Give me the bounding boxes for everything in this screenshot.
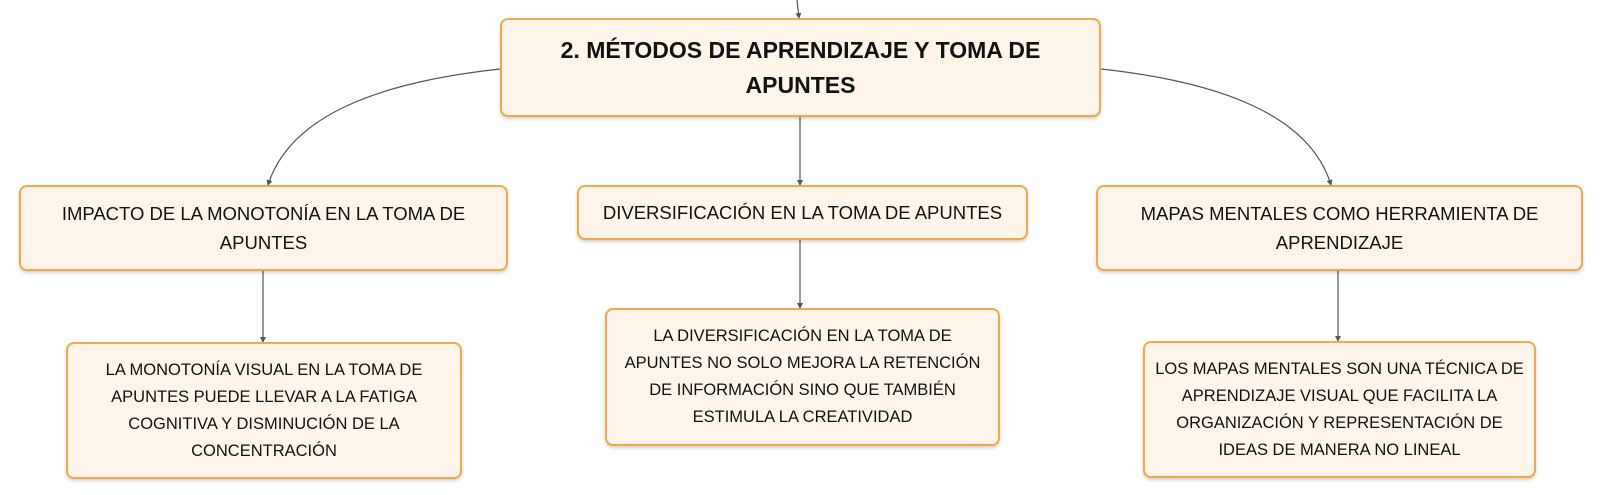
detail-node-text: LA MONOTONÍA VISUAL EN LA TOMA DE APUNTES PUEDE LLEVAR A LA FATIGA COGNITIVA Y DISMINUCIÓN DE LA CONCENTRACIÓN: [105, 360, 423, 460]
connector-root-to-branch-3: [1101, 69, 1331, 185]
branch-node-label: IMPACTO DE LA MONOTONÍA EN LA TOMA DE APUNTES: [61, 203, 466, 253]
detail-node-diversificacion[interactable]: [605, 308, 1000, 446]
detail-node-mapas-mentales[interactable]: [1143, 341, 1536, 478]
root-node-label: 2. MÉTODOS DE APRENDIZAJE Y TOMA DE APUNTES: [560, 36, 1041, 98]
branch-node-mapas-mentales[interactable]: [1096, 185, 1583, 271]
detail-node-text: LOS MAPAS MENTALES SON UNA TÉCNICA DE APRENDIZAJE VISUAL QUE FACILITA LA ORGANIZACIÓN Y REPRESENTACIÓN DE IDEAS DE MANERA NO LINEAL: [1155, 359, 1524, 459]
detail-node-text: LA DIVERSIFICACIÓN EN LA TOMA DE APUNTES NO SOLO MEJORA LA RETENCIÓN DE INFORMACIÓN SINO QUE TAMBIÉN ESTIMULA LA CREATIVIDAD: [624, 327, 981, 426]
branch-node-monotonia[interactable]: [19, 185, 508, 271]
branch-node-label: MAPAS MENTALES COMO HERRAMIENTA DE APRENDIZAJE: [1140, 203, 1539, 253]
root-node[interactable]: [500, 18, 1101, 117]
connector-parent-to-root: [797, 0, 799, 18]
branch-node-diversificacion[interactable]: [577, 185, 1028, 240]
detail-node-monotonia[interactable]: [66, 342, 462, 479]
connector-root-to-branch-1: [268, 69, 500, 185]
branch-node-label: DIVERSIFICACIÓN EN LA TOMA DE APUNTES: [602, 202, 1003, 223]
